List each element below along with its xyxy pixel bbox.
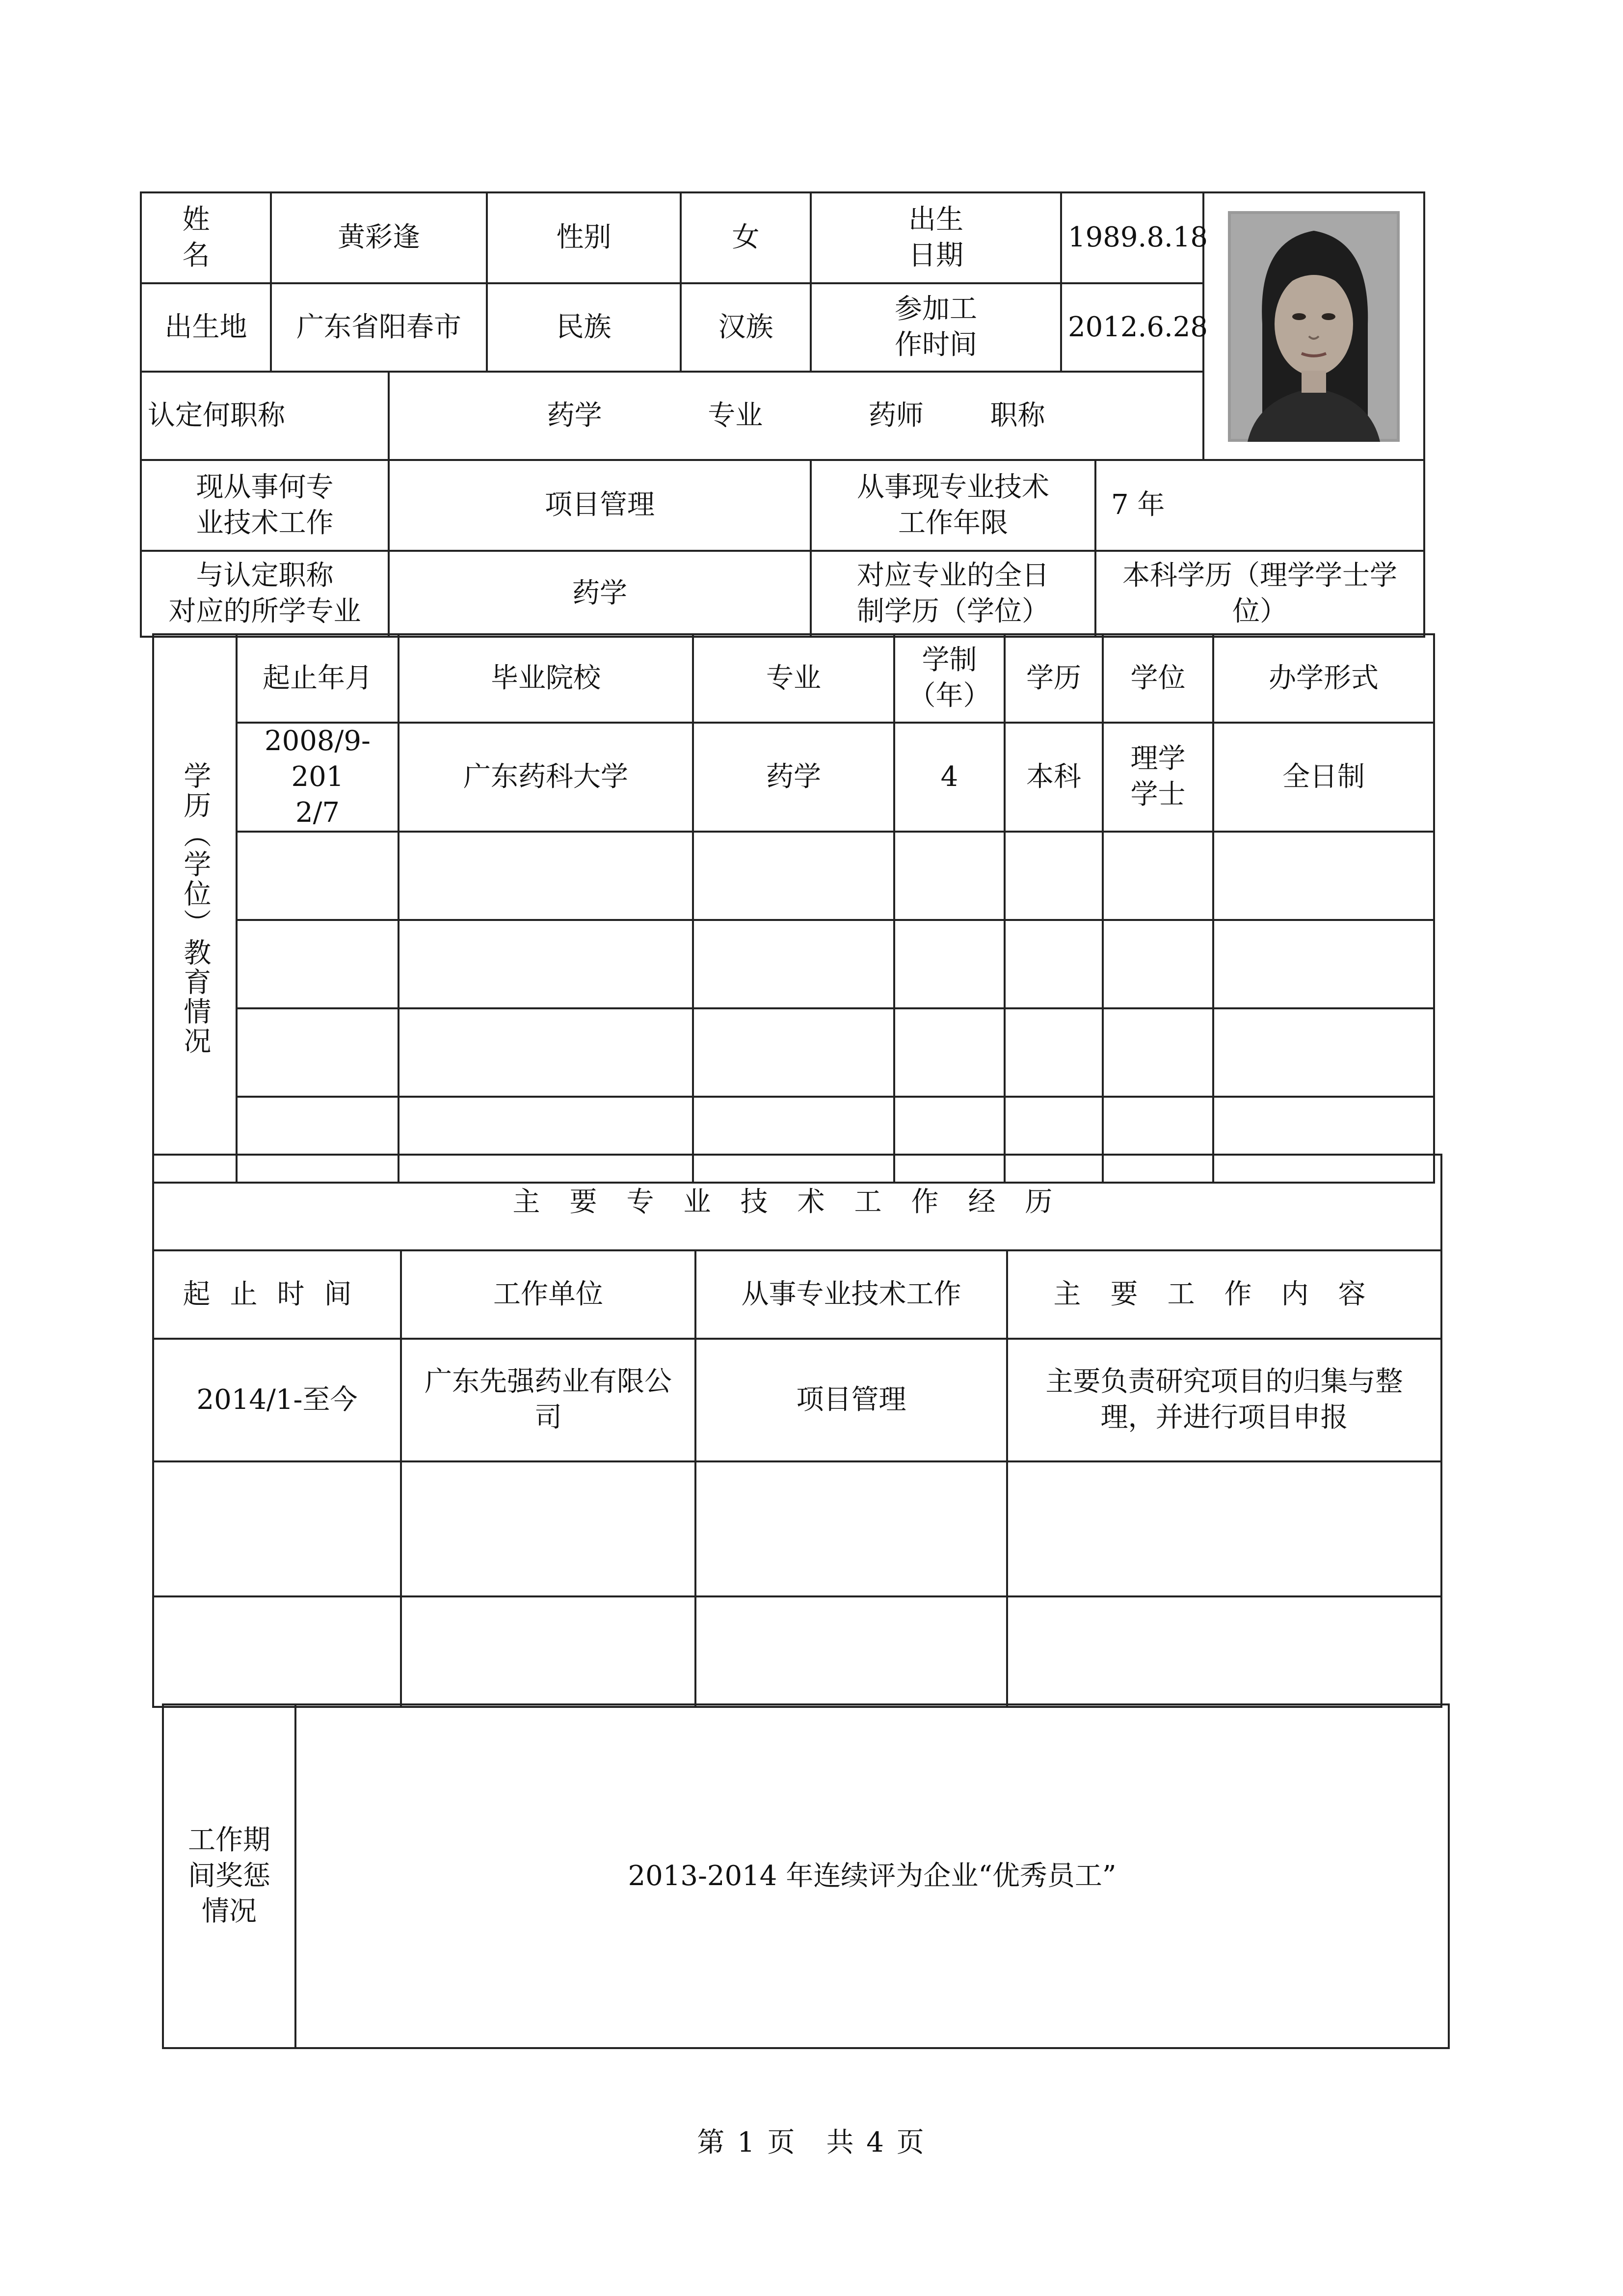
work-content-line1: 主要负责研究项目的归集与整 <box>1045 1366 1403 1398</box>
work-tech-work: 项目管理 <box>695 1339 1007 1461</box>
fulltime-degree-value: 本科学历（理学学士学位） <box>1095 551 1424 637</box>
empty-cell <box>153 1461 401 1596</box>
studied-major-label-line1: 与认定职称 <box>196 559 334 592</box>
edu-header-degree: 学位 <box>1103 634 1213 723</box>
work-years-label-line1: 从事现专业技术 <box>857 471 1049 503</box>
empty-cell <box>1103 920 1213 1008</box>
edu-header-level: 学历 <box>1005 634 1103 723</box>
awards-table <box>162 1703 1450 2049</box>
awards-value: 2013-2014 年连续评为企业“优秀员工” <box>295 1704 1449 2048</box>
edu-form: 全日制 <box>1213 723 1434 832</box>
work-years-label-line2: 工作年限 <box>898 507 1008 539</box>
gender-value: 女 <box>681 192 811 283</box>
work-content <box>1007 1339 1441 1461</box>
basic-info-table <box>140 191 1425 638</box>
current-work-label <box>141 460 389 551</box>
work-header-employer: 工作单位 <box>401 1250 695 1339</box>
edu-school: 广东药科大学 <box>399 723 693 832</box>
photo-cell <box>1203 192 1424 460</box>
education-side-label: 学历（学位）教育情况 <box>153 634 237 1183</box>
birth-date-value: 1989.8.18 <box>1061 192 1203 283</box>
fulltime-degree-label-line2: 制学历（学位） <box>857 595 1049 627</box>
fulltime-degree-label <box>811 551 1095 637</box>
edu-period-line2: 2/7 <box>295 796 340 829</box>
table-row <box>153 1339 1441 1461</box>
edu-degree-line2: 学士 <box>1130 779 1186 811</box>
ethnic-value: 汉族 <box>681 283 811 372</box>
portrait-photo <box>1228 211 1400 442</box>
awards-label-line1: 工作期 <box>188 1824 270 1856</box>
empty-cell <box>693 1008 894 1097</box>
current-work-label-line1: 现从事何专 <box>196 471 334 503</box>
title-name: 药师 <box>868 399 924 432</box>
title-major-suffix: 专业 <box>708 399 763 432</box>
empty-cell <box>237 1008 399 1097</box>
empty-cell <box>894 1008 1005 1097</box>
work-start-label <box>811 283 1061 372</box>
title-value <box>389 372 1203 460</box>
work-start-value: 2012.6.28 <box>1061 283 1203 372</box>
birth-date-label <box>811 192 1061 283</box>
edu-header-duration <box>894 634 1005 723</box>
empty-cell <box>693 920 894 1008</box>
empty-cell <box>1103 1008 1213 1097</box>
edu-major: 药学 <box>693 723 894 832</box>
birth-date-label-line2: 日期 <box>908 239 963 271</box>
work-header-content: 主要工作内容 <box>1007 1250 1441 1339</box>
empty-cell <box>1005 920 1103 1008</box>
table-row <box>153 1461 1441 1596</box>
work-employer-line1: 广东先强药业有限公 <box>425 1366 672 1398</box>
edu-degree-line1: 理学 <box>1130 743 1186 775</box>
edu-header-duration-line1: 学制 <box>922 644 977 676</box>
empty-cell <box>695 1461 1007 1596</box>
name-label: 姓 名 <box>141 192 271 283</box>
empty-cell <box>1213 1008 1434 1097</box>
empty-cell <box>399 920 693 1008</box>
edu-period <box>237 723 399 832</box>
table-row <box>153 1596 1441 1707</box>
edu-period-line1: 2008/9-201 <box>265 725 371 793</box>
empty-cell <box>153 1596 401 1707</box>
studied-major-value: 药学 <box>389 551 811 637</box>
edu-header-school: 毕业院校 <box>399 634 693 723</box>
empty-cell <box>1005 1008 1103 1097</box>
edu-header-duration-line2: （年） <box>908 680 991 712</box>
empty-cell <box>1005 832 1103 920</box>
empty-cell <box>1007 1596 1441 1707</box>
empty-cell <box>894 832 1005 920</box>
work-start-label-line2: 作时间 <box>895 329 977 361</box>
work-period: 2014/1-至今 <box>153 1339 401 1461</box>
name-value: 黄彩逢 <box>271 192 487 283</box>
edu-header-major: 专业 <box>693 634 894 723</box>
awards-label-line3: 情况 <box>202 1895 257 1928</box>
empty-cell <box>1213 920 1434 1008</box>
page-number: 第 1 页 共 4 页 <box>697 2127 926 2159</box>
edu-level: 本科 <box>1005 723 1103 832</box>
empty-cell <box>237 832 399 920</box>
fulltime-degree-label-line1: 对应专业的全日 <box>857 559 1049 592</box>
birthplace-value: 广东省阳春市 <box>271 283 487 372</box>
table-row <box>153 1008 1434 1097</box>
work-content-line2: 理，并进行项目申报 <box>1100 1402 1348 1433</box>
work-years-label <box>811 460 1095 551</box>
awards-label-line2: 间奖惩 <box>188 1860 270 1892</box>
work-employer-line2: 司 <box>534 1402 562 1433</box>
table-row <box>153 723 1434 832</box>
birthplace-label: 出生地 <box>141 283 271 372</box>
birth-date-label-line1: 出生 <box>908 203 963 236</box>
work-experience-table <box>152 1154 1442 1708</box>
studied-major-label <box>141 551 389 637</box>
work-header-tech-work: 从事专业技术工作 <box>695 1250 1007 1339</box>
edu-header-form: 办学形式 <box>1213 634 1434 723</box>
empty-cell <box>693 832 894 920</box>
work-years-value: 7 年 <box>1095 460 1424 551</box>
work-header-period: 起止时间 <box>153 1250 401 1339</box>
current-work-label-line2: 业技术工作 <box>196 507 334 539</box>
empty-cell <box>894 920 1005 1008</box>
gender-label: 性别 <box>487 192 681 283</box>
empty-cell <box>399 1008 693 1097</box>
edu-duration: 4 <box>894 723 1005 832</box>
table-row <box>153 832 1434 920</box>
empty-cell <box>401 1596 695 1707</box>
current-work-value: 项目管理 <box>389 460 811 551</box>
awards-label <box>163 1704 295 2048</box>
empty-cell <box>401 1461 695 1596</box>
edu-degree <box>1103 723 1213 832</box>
empty-cell <box>695 1596 1007 1707</box>
work-employer <box>401 1339 695 1461</box>
work-section-title: 主要专业技术工作经历 <box>153 1155 1441 1250</box>
ethnic-label: 民族 <box>487 283 681 372</box>
title-major: 药学 <box>547 399 602 432</box>
work-start-label-line1: 参加工 <box>895 293 977 325</box>
studied-major-label-line2: 对应的所学专业 <box>168 595 361 627</box>
title-suffix: 职称 <box>990 399 1045 432</box>
empty-cell <box>1103 832 1213 920</box>
empty-cell <box>399 832 693 920</box>
title-label: 认定何职称 <box>141 372 389 460</box>
empty-cell <box>1007 1461 1441 1596</box>
empty-cell <box>1213 832 1434 920</box>
table-row <box>153 920 1434 1008</box>
empty-cell <box>237 920 399 1008</box>
education-table <box>152 633 1435 1184</box>
edu-header-period: 起止年月 <box>237 634 399 723</box>
